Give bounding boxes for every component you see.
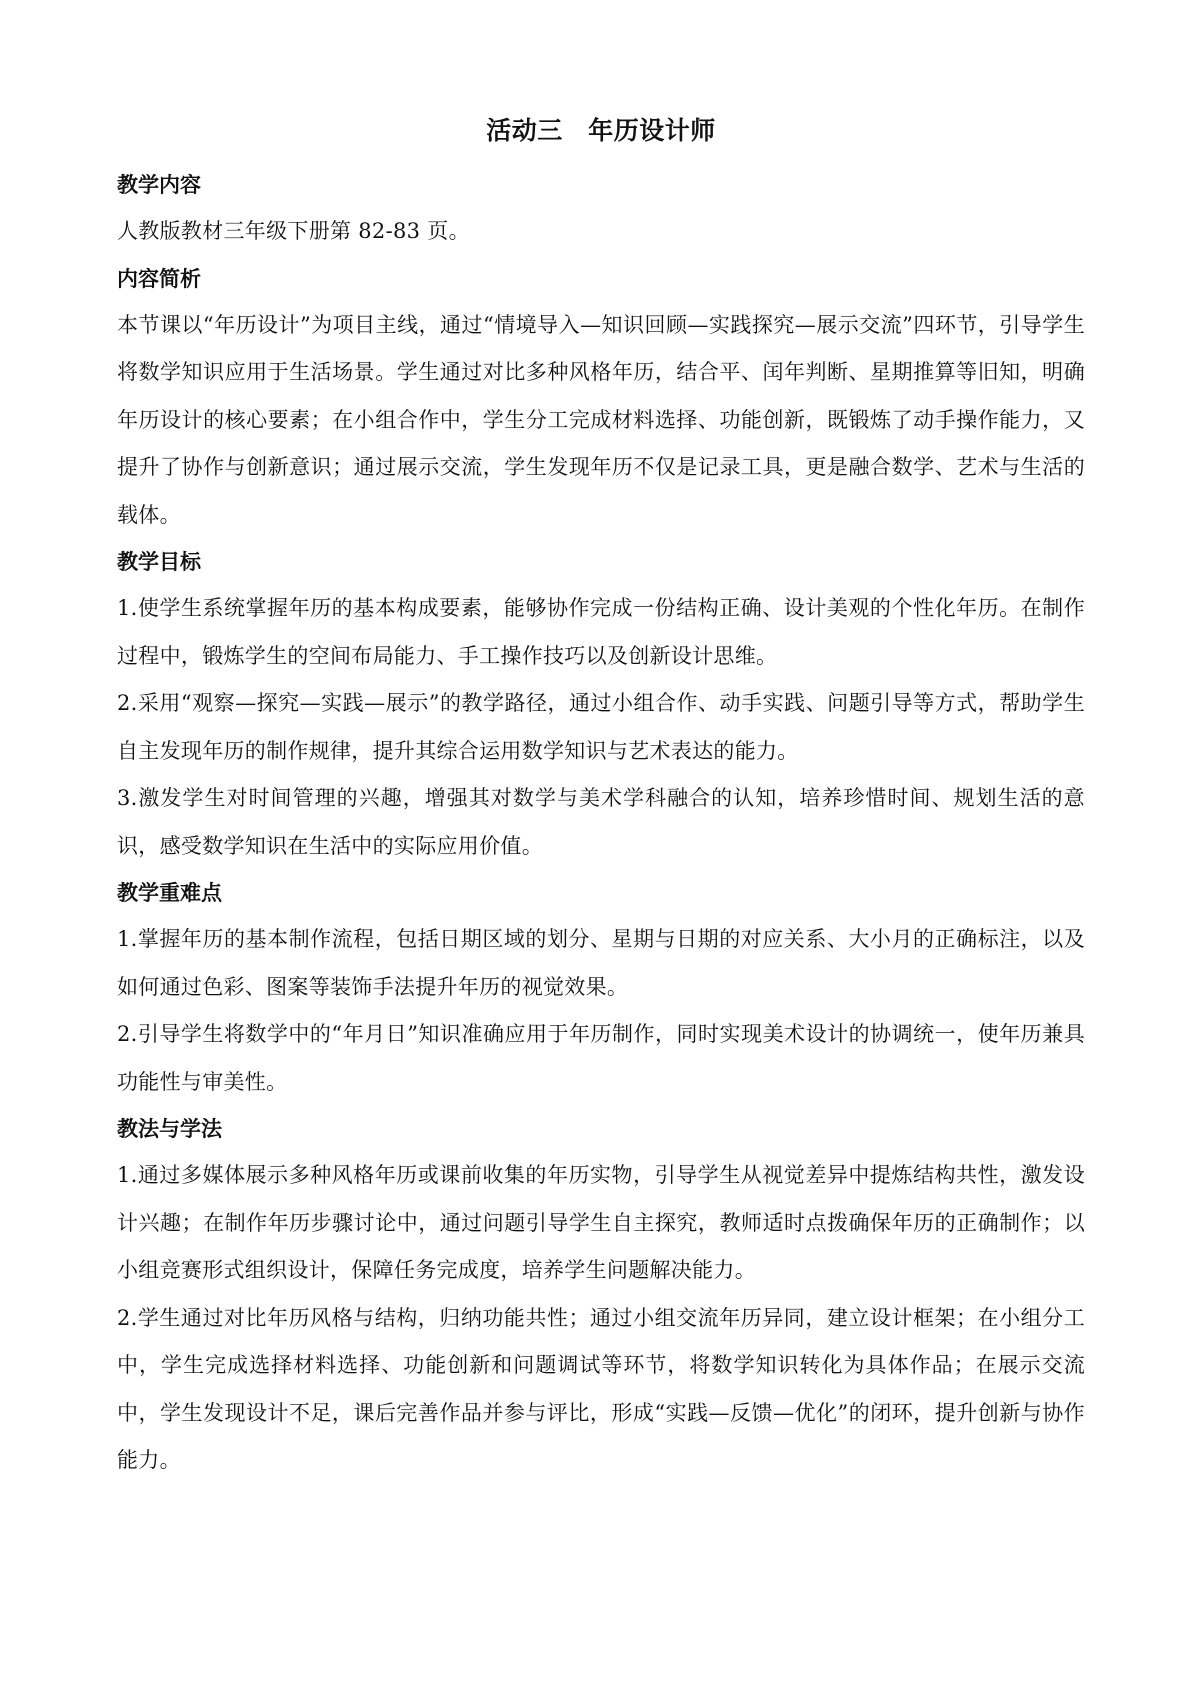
section-heading: 教法与学法	[117, 1117, 222, 1141]
section-heading: 教学内容	[117, 173, 201, 197]
section-teaching-learning-methods	[117, 1106, 1085, 1485]
paragraph: 1.通过多媒体展示多种风格年历或课前收集的年历实物，引导学生从视觉差异中提炼结构共性，激发设计兴趣；在制作年历步骤讨论中，通过问题引导学生自主探究，教师适时点拨确保年历的正确制作；以小组竞赛形式组织设计，保障任务完成度，培养学生问题解决能力。	[117, 1163, 1085, 1282]
paragraph: 2.学生通过对比年历风格与结构，归纳功能共性；通过小组交流年历异同，建立设计框架；在小组分工中，学生完成选择材料选择、功能创新和问题调试等环节，将数学知识转化为具体作品；在展示交流中，学生发现设计不足，课后完善作品并参与评比，形成“实践—反馈—优化”的闭环，提升创新与协作能力。	[117, 1305, 1085, 1472]
section-teaching-goals	[117, 539, 1085, 870]
section-content-analysis	[117, 256, 1085, 540]
paragraph: 2.引导学生将数学中的“年月日”知识准确应用于年历制作，同时实现美术设计的协调统一，使年历兼具功能性与审美性。	[117, 1022, 1085, 1094]
paragraph: 1.掌握年历的基本制作流程，包括日期区域的划分、星期与日期的对应关系、大小月的正确标注，以及如何通过色彩、图案等装饰手法提升年历的视觉效果。	[117, 927, 1085, 999]
section-heading: 教学重难点	[117, 881, 222, 905]
section-heading: 教学目标	[117, 550, 201, 574]
section-heading: 内容简析	[117, 266, 201, 291]
paragraph: 2.采用“观察—探究—实践—展示”的教学路径，通过小组合作、动手实践、问题引导等方式，帮助学生自主发现年历的制作规律，提升其综合运用数学知识与艺术表达的能力。	[117, 691, 1085, 763]
paragraph: 人教版教材三年级下册第 82-83 页。	[117, 219, 470, 243]
paragraph: 3.激发学生对时间管理的兴趣，增强其对数学与美术学科融合的认知，培养珍惜时间、规划生活的意识，感受数学知识在生活中的实际应用价值。	[117, 786, 1085, 858]
paragraph: 1.使学生系统掌握年历的基本构成要素，能够协作完成一份结构正确、设计美观的个性化年历。在制作过程中，锻炼学生的空间布局能力、手工操作技巧以及创新设计思维。	[117, 596, 1085, 668]
document-page	[117, 110, 1085, 1485]
section-teaching-content	[117, 162, 1085, 256]
paragraph: 本节课以“年历设计”为项目主线，通过“情境导入—知识回顾—实践探究—展示交流”四环节，引导学生将数学知识应用于生活场景。学生通过对比多种风格年历，结合平、闰年判断、星期推算等旧知，明确年历设计的核心要素；在小组合作中，学生分工完成材料选择、功能创新，既锻炼了动手操作能力，又提升了协作与创新意识；通过展示交流，学生发现年历不仅是记录工具，更是融合数学、艺术与生活的载体。	[117, 312, 1085, 527]
document-title: 活动三 年历设计师	[486, 116, 716, 145]
section-key-difficulties	[117, 870, 1085, 1106]
